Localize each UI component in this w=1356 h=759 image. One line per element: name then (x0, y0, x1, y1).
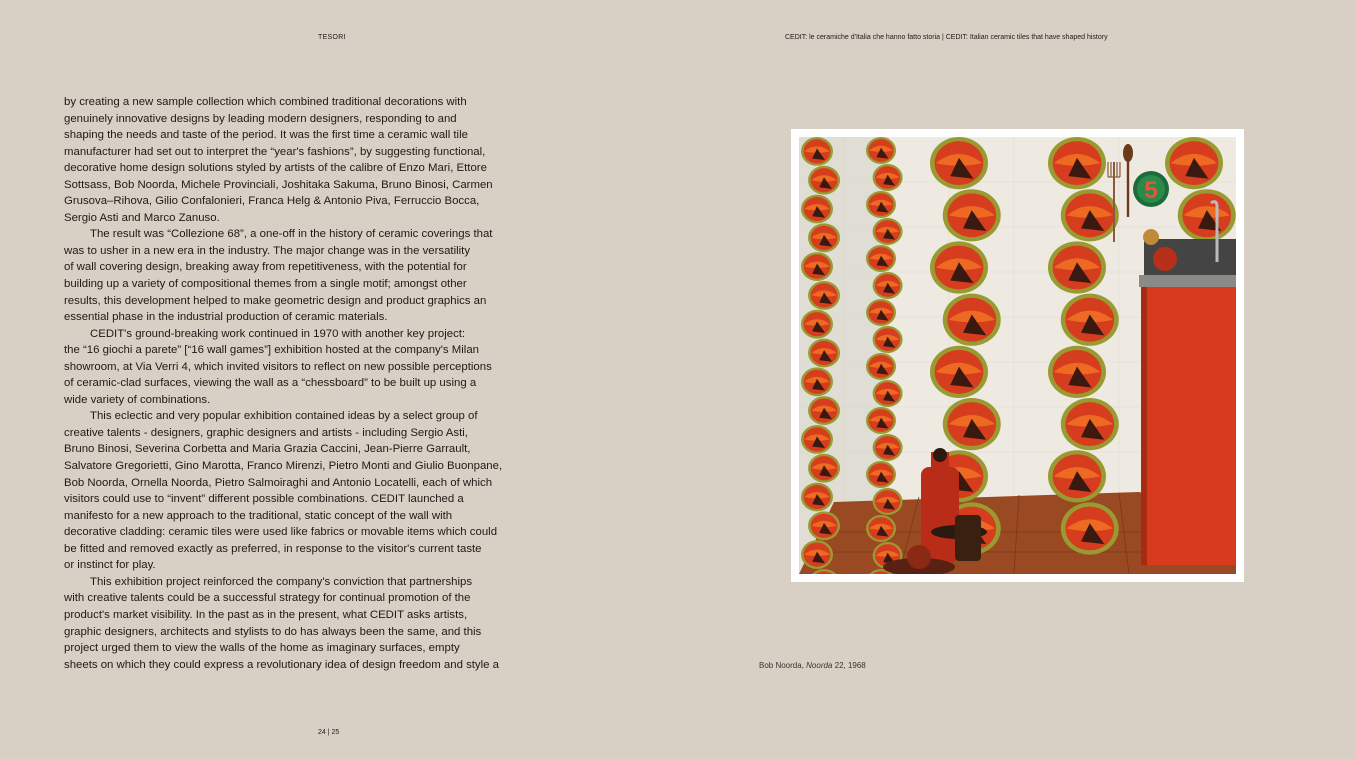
photo-caption (759, 661, 866, 670)
body-line: Sergio Asti and Marco Zanuso. (64, 211, 220, 224)
body-line: the “16 giochi a parete” [“16 wall games”] exhibition hosted at the company's Milan (64, 344, 479, 357)
body-line: project urged them to view the walls of the home as imaginary surfaces, empty (64, 642, 460, 655)
small-dish (907, 545, 931, 569)
body-line: Grusova–Rihova, Gilio Confalonieri, Franca Helg & Antonio Piva, Ferruccio Bocca, (64, 195, 480, 208)
body-line: This eclectic and very popular exhibition contained ideas by a select group of (90, 410, 478, 423)
countertop (1139, 275, 1236, 287)
pot (955, 515, 981, 561)
body-line: with creative talents could be a successful strategy for continual promotion of the (64, 592, 471, 605)
body-line: manufacturer had set out to interpret the “year's fashions”, by suggesting functional, (64, 145, 486, 158)
body-line: wide variety of combinations. (64, 393, 211, 406)
body-line: genuinely innovative designs by leading modern designers, responding to and (64, 112, 457, 125)
body-line: be fitted and removed exactly as preferred, in response to the visitor's current taste (64, 542, 482, 555)
caption-rest: 22, 1968 (832, 661, 866, 670)
vase-stopper (933, 448, 947, 462)
body-text (64, 94, 539, 673)
body-line: This exhibition project reinforced the company's conviction that partnerships (90, 575, 473, 588)
body-line: Bruno Binosi, Severina Corbetta and Maria Grazia Caccini, Jean-Pierre Garrault, (64, 443, 471, 456)
vase (921, 467, 959, 562)
body-line: was to usher in a new era in the industry. The major change was in the versatility (64, 244, 471, 257)
apple (1153, 247, 1177, 271)
running-head-left: TESORI (318, 34, 346, 41)
kitchen-tile-photo (799, 137, 1236, 574)
body-line: of ceramic-clad surfaces, viewing the wall as a “chessboard” to be built up using a (64, 377, 477, 390)
body-line: building up a variety of compositional themes from a single motif; amongst other (64, 278, 467, 291)
caption-author: Bob Noorda, (759, 661, 807, 670)
body-line: CEDIT's ground-breaking work continued in 1970 with another key project: (90, 327, 466, 340)
body-line: visitors could use to “invent” different possible combinations. CEDIT launched a (64, 493, 464, 506)
body-line: graphic designers, architects and stylists to do has always been the same, and this (64, 625, 482, 638)
running-head-right: CEDIT: le ceramiche d'Italia che hanno fatto storia | CEDIT: Italian ceramic tiles that have shaped history (785, 34, 1108, 41)
body-line: creative talents - designers, graphic designers and artists - including Sergio Asti, (64, 426, 468, 439)
cabinet-edge (1141, 285, 1147, 565)
photo-frame (791, 129, 1244, 582)
body-line: product's market visibility. In the past as in the present, what CEDIT asks artists, (64, 608, 468, 621)
body-line: essential phase in the industrial production of ceramic materials. (64, 311, 388, 324)
body-line: Bob Noorda, Ornella Noorda, Pietro Salmoiraghi and Antonio Locatelli, each of which (64, 476, 493, 489)
body-line: shaping the needs and taste of the period. It was the first time a ceramic wall tile (64, 129, 468, 142)
body-line: sheets on which they could express a revolutionary idea of design freedom and style a (64, 658, 499, 671)
jar (1143, 229, 1159, 245)
caption-title: Noorda (806, 661, 833, 670)
body-line: The result was “Collezione 68”, a one-off in the history of ceramic coverings that (90, 228, 493, 241)
body-line: by creating a new sample collection which combined traditional decorations with (64, 96, 467, 108)
body-line: or instinct for play. (64, 559, 156, 572)
spoon-bowl (1123, 144, 1133, 162)
body-line: decorative home design solutions styled by artists of the calibre of Enzo Mari, Ettore (64, 162, 487, 175)
cabinet (1141, 285, 1236, 565)
body-line: decorative cladding: ceramic tiles were used like fabrics or movable items which could (64, 526, 498, 539)
body-line: results, this development helped to make geometric design and product graphics an (64, 294, 487, 307)
body-line: showroom, at Via Verri 4, which invited visitors to reflect on new possible perceptions (64, 360, 492, 373)
body-line: Sottsass, Bob Noorda, Michele Provinciali, Joshitaka Sakuma, Bruno Binosi, Carmen (64, 178, 493, 191)
page-numbers: 24 | 25 (318, 729, 340, 736)
body-line: Salvatore Gregorietti, Gino Marotta, Franco Mirenzi, Pietro Monti and Giulio Buonpane, (64, 460, 503, 473)
number-badge-label: 5 (1144, 177, 1158, 204)
body-line: of wall covering design, breaking away from repetitiveness, with the potential for (64, 261, 467, 274)
body-line: manifesto for a new approach to the traditional, static concept of the wall with (64, 509, 453, 522)
